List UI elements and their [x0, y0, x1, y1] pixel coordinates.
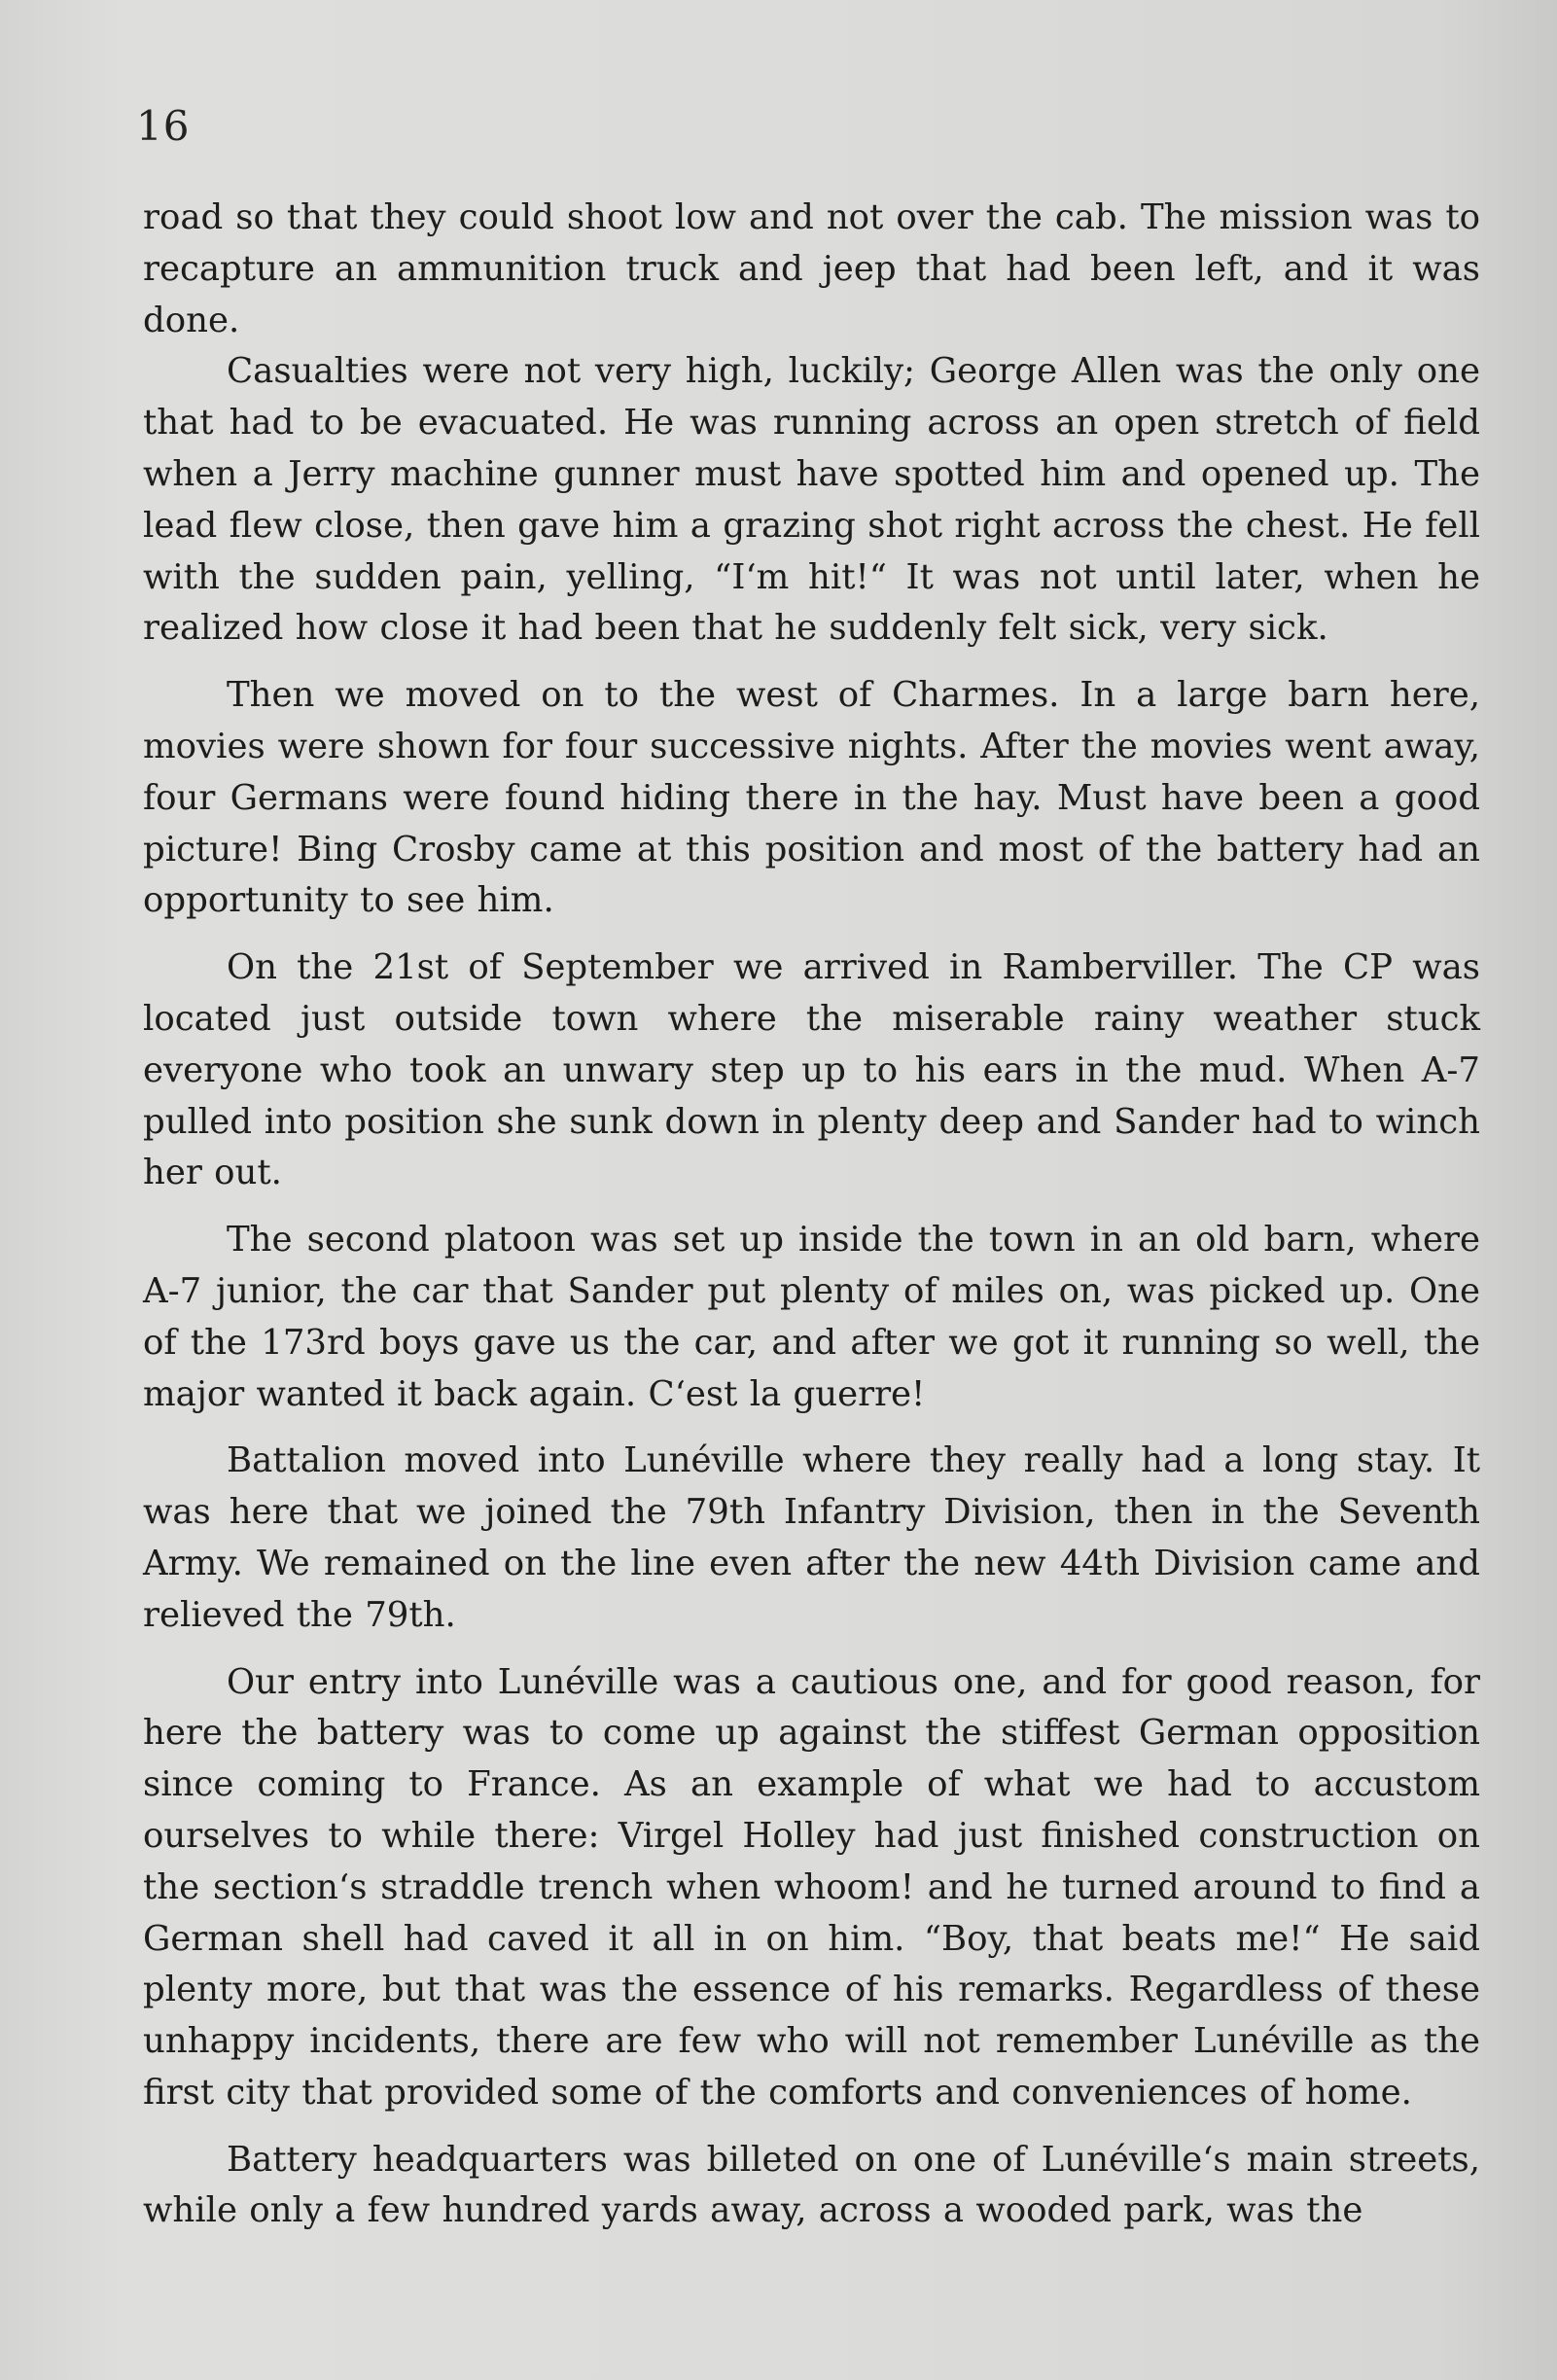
body-text	[143, 193, 1480, 2237]
paragraph-3: Then we moved on to the west of Charmes. In a large barn here, movies were shown for four successive nights. After the movies went away, four Germans were found hiding there in the hay. Must have been a good picture! Bing Crosby came at this position and most of the battery had an opportunity to see him.	[143, 675, 1480, 921]
paragraph-5: The second platoon was set up inside the town in an old barn, where A-7 junior, the car that Sander put plenty of miles on, was picked up. One of the 173rd boys gave us the car, and after we got it running so well, the major wanted it back again. C‘est la guerre!	[143, 1220, 1480, 1414]
paragraph-2: Casualties were not very high, luckily; George Allen was the only one that had to be evacuated. He was running across an open stretch of field when a Jerry machine gunner must have spotted him and opened up. The lead flew close, then gave him a grazing shot right across the chest. He fell with the sudden pain, yelling, “I‘m hit!“ It was not until later, when he realized how close it had been that he suddenly felt sick, very sick.	[143, 351, 1480, 649]
paragraph-8: Battery headquarters was billeted on one of Lunéville‘s main streets, while only a few hundred yards away, across a wooded park, was the	[143, 2139, 1480, 2231]
paragraph-6: Battalion moved into Lunéville where they really had a long stay. It was here that we joined the 79th Infantry Division, then in the Seventh Army. We remained on the line even after the new 44th Division came and relieved the 79th.	[143, 1440, 1480, 1635]
paragraph-1: road so that they could shoot low and not over the cab. The mission was to recapture an ammunition truck and jeep that had been left, and it was done.	[143, 197, 1480, 340]
page-number: 16	[136, 102, 191, 150]
paragraph-7: Our entry into Lunéville was a cautious one, and for good reason, for here the battery was to come up against the stiffest German opposition since coming to France. As an example of what we had to accustom ourselves to while there: Virgel Holley had just finished construction on the section‘s straddle trench when whoom! and he turned around to find a German shell had caved it all in on him. “Boy, that beats me!“ He said plenty more, but that was the essence of his remarks. Regardless of these unhappy incidents, there are few who will not remember Lunéville as the first city that provided some of the comforts and conveniences of home.	[143, 1661, 1480, 2113]
paragraph-4: On the 21st of September we arrived in Ramberviller. The CP was located just outside town where the miserable rainy weather stuck everyone who took an unwary step up to his ears in the mud. When A-7 pulled into position she sunk down in plenty deep and Sander had to winch her out.	[143, 947, 1480, 1193]
